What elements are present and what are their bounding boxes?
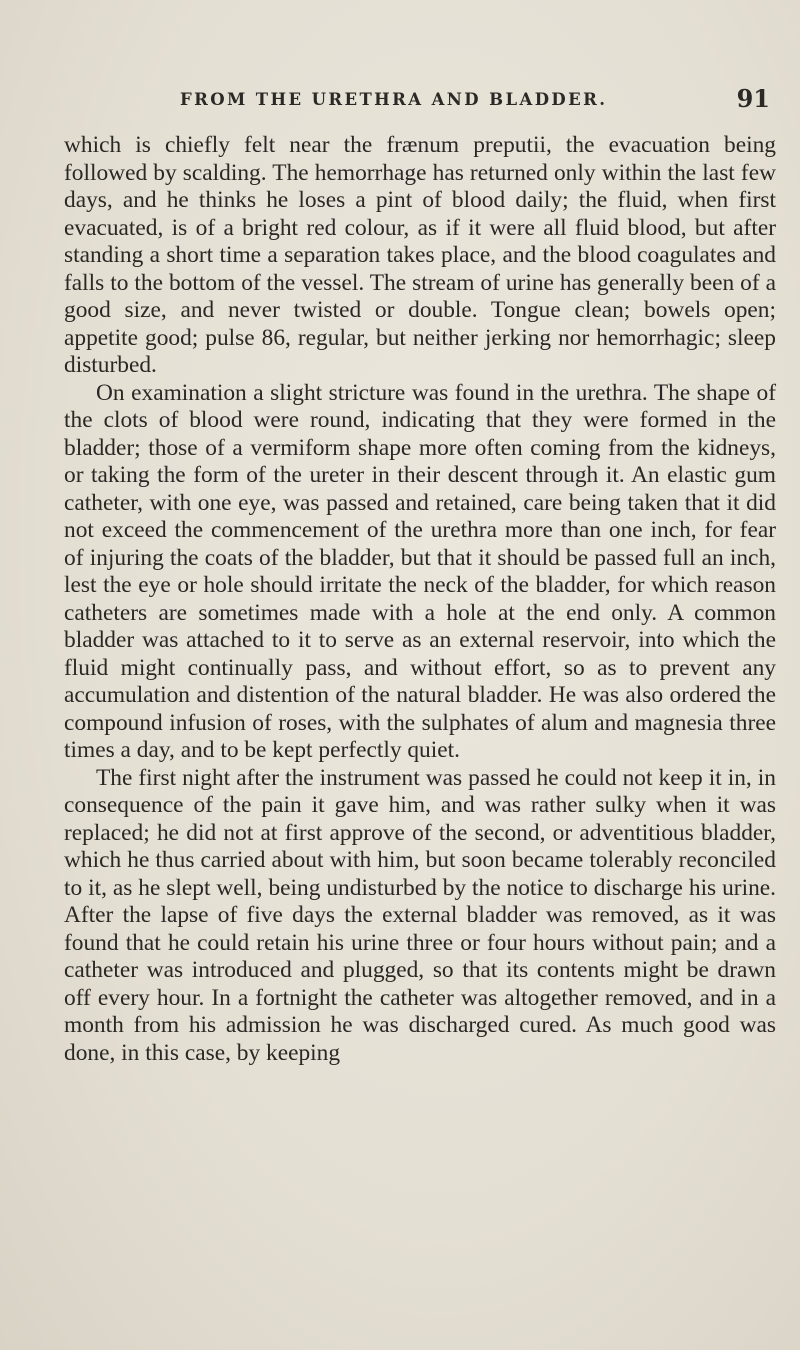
paragraph-continuation: which is chiefly felt near the frænum preputii, the evacuation being followed by scalding. The hemorrhage has returned only within the last few days, and he thinks he loses a pint of blood daily; the fluid, when first evacuated, is of a bright red colour, as if it were all fluid blood, but after standing a short time a separation takes place, and the blood coagulates and falls to the bottom of the vessel. The stream of urine has generally been of a good size, and never twisted or double. Tongue clean; bowels open; appetite good; pulse 86, regular, but neither jerking nor hemorrhagic; sleep disturbed.: [64, 132, 776, 378]
body-text: [64, 132, 776, 1067]
paragraph-first-night: The first night after the instrument was passed he could not keep it in, in consequence of the pain it gave him, and was rather sulky when it was replaced; he did not at first approve of the second, or adventitious bladder, which he thus carried about with him, but soon became tolerably reconciled to it, as he slept well, being undisturbed by the notice to discharge his urine. After the lapse of five days the external bladder was removed, as it was found that he could retain his urine three or four hours without pain; and a catheter was introduced and plugged, so that its contents might be drawn off every hour. In a fortnight the catheter was altogether removed, and in a month from his admission he was discharged cured. As much good was done, in this case, by keeping: [64, 764, 776, 1066]
page-header: [60, 84, 770, 118]
paragraph-examination: On examination a slight stricture was found in the urethra. The shape of the clots of blood were round, indicating that they were formed in the bladder; those of a vermiform shape more often coming from the kidneys, or taking the form of the ureter in their descent through it. An elastic gum catheter, with one eye, was passed and retained, care being taken that it did not exceed the commencement of the urethra more than one inch, for fear of injuring the coats of the bladder, but that it should be passed full an inch, lest the eye or hole should irritate the neck of the bladder, for which reason catheters are sometimes made with a hole at the end only. A common bladder was attached to it to serve as an external reservoir, into which the fluid might continually pass, and without effort, so as to prevent any accumulation and distention of the natural bladder. He was also ordered the compound infusion of roses, with the sulphates of alum and magnesia three times a day, and to be kept perfectly quiet.: [64, 379, 776, 763]
page-number: 91: [736, 84, 770, 113]
running-head: FROM THE URETHRA AND BLADDER.: [180, 90, 608, 109]
